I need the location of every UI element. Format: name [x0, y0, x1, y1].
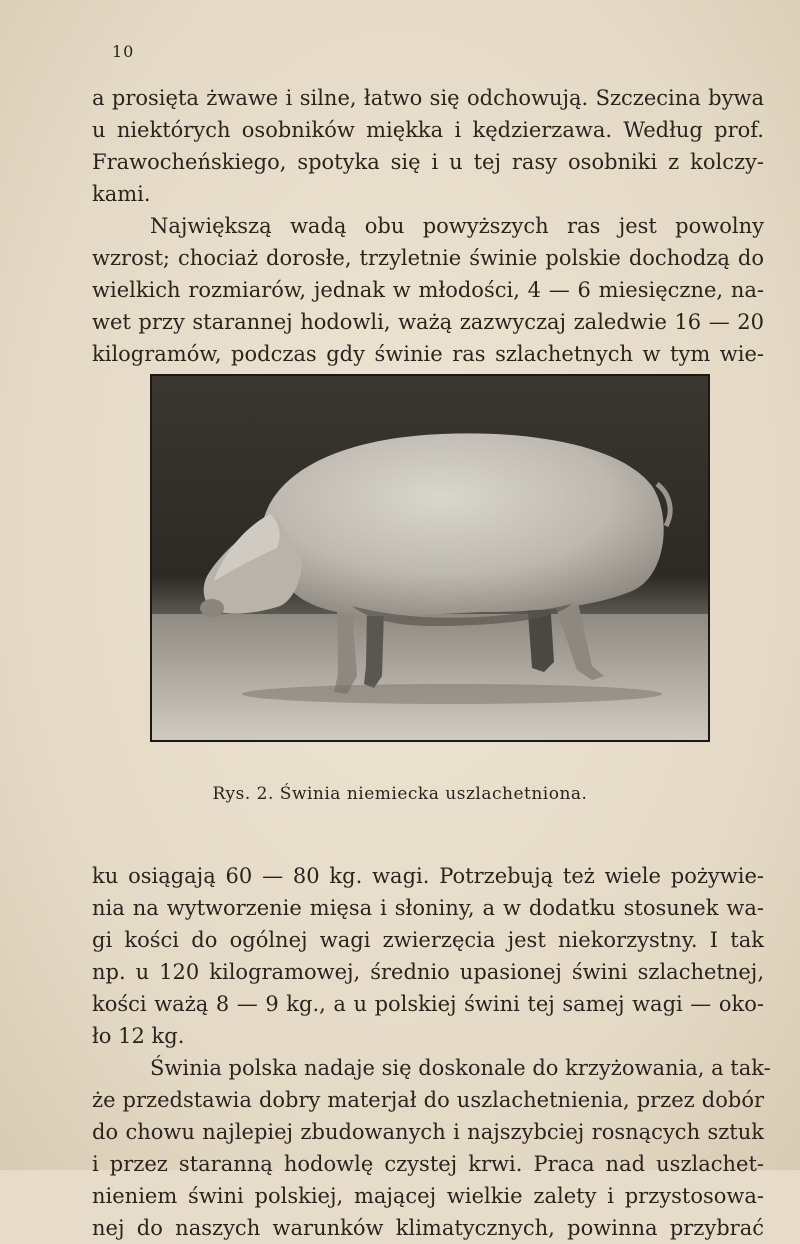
text-line: wet przy starannej hodowli, ważą zazwyczaj zaledwie 16 — 20: [92, 310, 764, 334]
pig-photograph: [150, 374, 710, 742]
text-line: kami.: [92, 182, 151, 206]
text-line: ku osiągają 60 — 80 kg. wagi. Potrzebują też wiele pożywie-: [92, 864, 764, 888]
text-line: i przez staranną hodowlę czystej krwi. Praca nad uszlachet-: [92, 1152, 764, 1176]
text-line: wzrost; chociaż dorosłe, trzyletnie świnie polskie dochodzą do: [92, 246, 764, 270]
text-line: kości ważą 8 — 9 kg., a u polskiej świni tej samej wagi — oko-: [92, 992, 764, 1016]
page-number: 10: [112, 42, 135, 61]
text-line: a prosięta żwawe i silne, łatwo się odchowują. Szczecina bywa: [92, 86, 764, 110]
figure-caption: Rys. 2. Świnia niemiecka uszlachetniona.: [212, 784, 588, 804]
text-line: np. u 120 kilogramowej, średnio upasionej świni szlachetnej,: [92, 960, 764, 984]
text-block-bottom: [92, 860, 771, 1244]
text-line: Największą wadą obu powyższych ras jest powolny: [150, 214, 764, 238]
text-line: że przedstawia dobry materjał do uszlachetnienia, przez dobór: [92, 1088, 764, 1112]
ground: [152, 614, 708, 740]
ground-shadow: [242, 684, 662, 704]
text-line: nieniem świni polskiej, mającej wielkie zalety i przystosowa-: [92, 1184, 764, 1208]
text-block-top: [92, 82, 764, 370]
text-line: nia na wytworzenie mięsa i słoniny, a w dodatku stosunek wa-: [92, 896, 764, 920]
text-line: gi kości do ogólnej wagi zwierzęcia jest niekorzystny. I tak: [92, 928, 764, 952]
text-line: do chowu najlepiej zbudowanych i najszybciej rosnących sztuk: [92, 1120, 764, 1144]
text-line: kilogramów, podczas gdy świnie ras szlachetnych w tym wie-: [92, 342, 764, 366]
pig-snout: [200, 599, 224, 617]
pig-illustration: [152, 376, 708, 740]
text-line: ło 12 kg.: [92, 1024, 185, 1048]
pig-body: [261, 433, 664, 616]
text-line: Świnia polska nadaje się doskonale do krzyżowania, a tak-: [150, 1056, 771, 1080]
text-line: wielkich rozmiarów, jednak w młodości, 4 — 6 miesięczne, na-: [92, 278, 764, 302]
text-line: Frawocheńskiego, spotyka się i u tej rasy osobniki z kolczy-: [92, 150, 764, 174]
text-line: u niektórych osobników miękka i kędzierzawa. Według prof.: [92, 118, 764, 142]
text-line: nej do naszych warunków klimatycznych, powinna przybrać: [92, 1216, 764, 1240]
